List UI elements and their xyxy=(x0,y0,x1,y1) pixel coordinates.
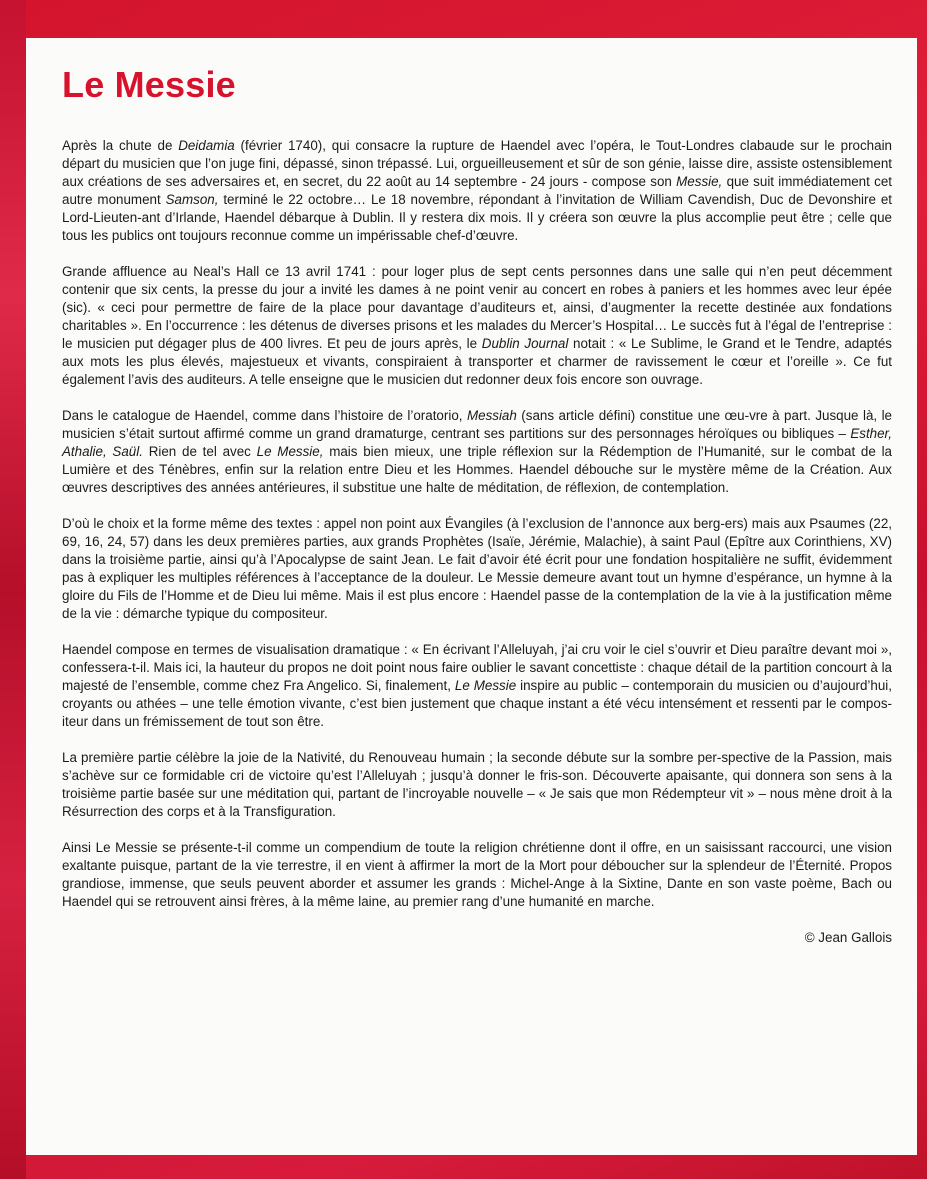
page-title: Le Messie xyxy=(62,64,236,105)
text-run: inspire au public – contemporain du musicien ou d’aujourd’hui, croyants ou athées – une telle émotion vivante, c’est bien justement que chaque instant a été vécu intensément et ressenti par le compos-iteur dans un frémissement de tout son être. xyxy=(62,678,892,729)
text-run: Haendel compose en termes de visualisation dramatique : « En écrivant l’Alleluyah, j’ai cru voir le ciel s’ouvrir et Dieu paraître devant moi », confessera-t-il. Mais ici, la hauteur du propos ne doit point nous faire oublier le savant concettiste : chaque détail de la partition concourt à la majesté de l’ensemble, comme chez Fra Angelico. Si, finalement, xyxy=(62,642,892,693)
text-run: Rien de tel avec xyxy=(142,444,257,459)
text-run: notait : « Le Sublime, le Grand et le Tendre, adaptés aux mots les plus élevés, majestueux et vivants, conspiraient à transporter et charmer de ravissement le cœur et l’oreille ». Ce fut également l’avis des auditeurs. A telle enseigne que le musicien dut redonner deux fois encore son ouvrage. xyxy=(62,336,892,387)
italic-title-run: Messiah xyxy=(466,408,517,423)
italic-title-run: Esther, Athalie, Saül. xyxy=(62,426,892,459)
paragraph-5 xyxy=(62,641,892,731)
paragraph-3 xyxy=(62,407,892,497)
text-run: mais bien mieux, une triple réflexion sur la Rédemption de l’Humanité, sur le combat de la Lumière et des Ténèbres, enfin sur la relation entre Dieu et les Hommes. Haendel débouche sur le mystère même de la Création. Aux œuvres descriptives des années antérieures, il substitue une halte de méditation, de réflexion, de contemplation. xyxy=(62,444,893,495)
text-run: Grande affluence au Neal’s Hall ce 13 avril 1741 : pour loger plus de sept cents personnes dans une salle qui n’en peut décemment contenir que six cents, la presse du jour a invité les dames à ne point venir au concert en robes à paniers et les hommes avec leur épée (sic). « ceci pour permettre de faire de la place pour davantage d’auditeurs et, ainsi, d’augmenter la recette destinée aux fondations charitables ». En l’occurrence : les détenus de diverses prisons et les malades du Mercer’s Hospital… Le succès fut à l’égal de l’entreprise : le musicien put dégager plus de 400 livres. Et peu de jours après, le xyxy=(62,264,892,351)
italic-title-run: Le Messie xyxy=(454,678,517,693)
text-run: Dans le catalogue de Haendel, comme dans l’histoire de l’oratorio, xyxy=(62,408,467,423)
paragraph-2 xyxy=(62,263,892,389)
italic-title-run: Deidamia xyxy=(178,138,235,153)
left-red-strip xyxy=(0,0,26,1179)
paragraph-4 xyxy=(62,515,892,623)
text-run: (février 1740), qui consacre la rupture de Haendel avec l’opéra, le Tout-Londres clabaude sur le prochain départ du musicien que l’on juge fini, dépassé, sinon trépassé. Lui, orgueilleusement et sûr de son génie, laisse dire, assiste ostensiblement aux créations de ses adversaires et, en secret, du 22 août au 14 septembre - 24 jours - compose son xyxy=(62,138,893,189)
text-run: que suit immédiatement cet autre monument xyxy=(62,174,892,207)
text-run: Après la chute de xyxy=(62,138,179,153)
text-run: Ainsi Le Messie se présente-t-il comme un compendium de toute la religion chrétienne dont il offre, en un saisissant raccourci, une vision exaltante puisque, partant de la vie terrestre, il en vient à affirmer la mort de la Mort pour déboucher sur la splendeur de l’Éternité. Propos grandiose, immense, que seuls peuvent aborder et assumer les grands : Michel-Ange à la Sixtine, Dante en son vaste poème, Bach ou Haendel qui se retrouvent ainsi frères, à la même laine, au premier rang d’une humanité en marche. xyxy=(62,840,892,909)
document-page xyxy=(26,38,917,1155)
italic-title-run: Samson, xyxy=(165,192,219,207)
italic-title-run: Le Messie, xyxy=(256,444,324,459)
article-body xyxy=(62,137,892,911)
italic-title-run: Messie, xyxy=(676,174,723,189)
text-run: La première partie célèbre la joie de la Nativité, du Renouveau humain ; la seconde débute sur la sombre per-spective de la Passion, mais s’achève sur ce formidable cri de victoire qu’est l’Alleluyah ; jusqu’à donner le fris-son. Découverte apaisante, qui donnera son sens à la troisième partie basée sur une méditation qui, partant de l’incroyable nouvelle – « Je sais que mon Rédempteur vit » – nous mène droit à la Résurrection des corps et à la Transfiguration. xyxy=(62,750,892,819)
italic-title-run: Dublin Journal xyxy=(481,336,569,351)
text-run: terminé le 22 octobre… Le 18 novembre, répondant à l’invitation de William Cavendish, Duc de Devonshire et Lord-Lieuten-ant d’Irlande, Haendel débarque à Dublin. Il y restera dix mois. Il y créera son œuvre la plus accomplie peut être ; celle que tous les publics ont toujours reconnue comme un impérissable chef-d’œuvre. xyxy=(62,192,892,243)
author-signature: © Jean Gallois xyxy=(804,930,892,945)
text-run: (sans article défini) constitue une œu-vre à part. Jusque là, le musicien s’était surtout affirmé comme un grand dramaturge, centrant ses partitions sur des personnages héroïques ou bibliques – xyxy=(62,408,892,441)
text-run: D’où le choix et la forme même des textes : appel non point aux Évangiles (à l’exclusion de l’annonce aux berg-ers) mais aux Psaumes (22, 69, 16, 24, 57) dans les deux premières parties, aux grands Prophètes (Isaïe, Jérémie, Malachie), à saint Paul (Epître aux Corinthiens, XV) dans la troisième partie, ainsi qu’à l’Apocalypse de saint Jean. Le fait d’avoir été écrit pour une fondation hospitalière ne suffit, évidemment pas à expliquer les multiples références à l’acceptance de la douleur. Le Messie demeure avant tout un hymne d’espérance, un hymne à la gloire du Fils de l’Homme et de Dieu lui même. Mais il est plus encore : Haendel passe de la contemplation de la vie à la justification même de la vie : démarche typique du compositeur. xyxy=(62,516,892,621)
paragraph-6 xyxy=(62,749,892,821)
paragraph-1 xyxy=(62,137,892,245)
paragraph-7 xyxy=(62,839,892,911)
